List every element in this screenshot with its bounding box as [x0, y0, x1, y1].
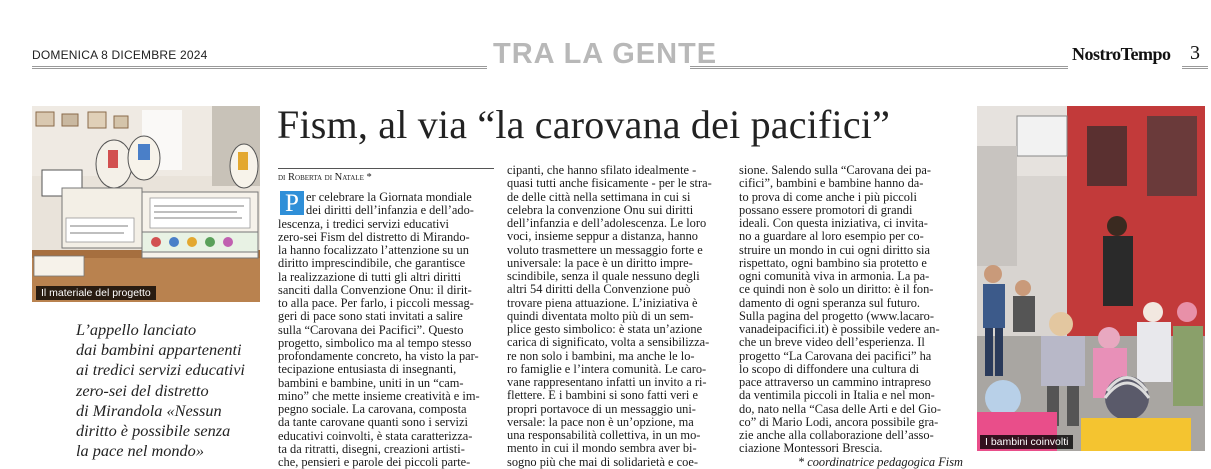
header-rule-end: [1182, 66, 1208, 69]
body-line: no a guardare al loro esempio per co-: [739, 230, 924, 244]
body-line: una responsabilità collettiva, in un mo-: [507, 429, 701, 442]
project-materials-illustration: [32, 106, 260, 302]
body-line: possano essere promotori di grandi: [739, 203, 913, 217]
photo-caption: Il materiale del progetto: [36, 286, 156, 300]
body-line: quindi diventata molto più di un sem-: [507, 309, 694, 323]
body-line: da ventimila piccoli in Italia e nel mon-: [739, 389, 935, 403]
pull-quote-line: zero-sei del distretto: [76, 380, 209, 400]
body-line: quasi tutti anche fisicamente - per le stra-: [507, 177, 712, 191]
article-title: Fism, al via “la carovana dei pacifici”: [277, 102, 891, 147]
body-line: pace attraverso un cammino intrapreso: [739, 376, 931, 389]
body-line: plice gesto simbolico: è stata un’azione: [507, 323, 703, 336]
body-line: ciazione Montessori Brescia.: [739, 442, 883, 456]
children-parade-illustration: [977, 106, 1205, 451]
pull-quote-line: dai bambini appartenenti: [76, 340, 242, 360]
body-line: de delle città nella settimana in cui si: [507, 190, 691, 204]
body-line: da tante carovane quanti sono i servizi: [278, 416, 468, 430]
body-line: geri di pace sono stati invitati a salire: [278, 310, 463, 324]
body-line: versale: la pace non è un’opzione, ma: [507, 415, 694, 429]
pull-quote-line: diritto è possibile senza: [76, 421, 231, 441]
body-line: damento di ogni speranza sul futuro.: [739, 296, 920, 310]
body-line: re non solo i bambini, ma anche le lo-: [507, 349, 695, 363]
section-title: TRA LA GENTE: [493, 38, 718, 70]
body-line: vane rappresentano infatti un invito a ri-: [507, 376, 707, 389]
author-signature: * coordinatrice pedagogica Fism: [797, 455, 963, 469]
body-line: propri portavoce di un messaggio uni-: [507, 402, 696, 416]
body-line: cipanti, che hanno sfilato idealmente -: [507, 164, 697, 177]
body-line: carica di significato, volta a sensibilizza-: [507, 336, 710, 350]
byline: di Roberta di Natale *: [278, 172, 372, 183]
header-rule-right: [690, 66, 1068, 69]
body-line: progetto, simbolico ma al tempo stesso: [278, 336, 472, 350]
body-line: dell’infanzia e dell’adolescenza. Le loro: [507, 217, 707, 230]
project-materials-photo: [32, 106, 260, 302]
body-line: er celebrare la Giornata mondiale: [306, 191, 472, 204]
body-line: universale: la pace è un diritto impre-: [507, 256, 693, 270]
body-line: to prova di come anche i più piccoli: [739, 190, 917, 204]
body-line: altri 54 diritti della Convenzione può: [507, 283, 691, 297]
body-line: zie anche alla collaborazione dell’asso-: [739, 429, 934, 442]
body-line: scindibile, senza il quale nessuno degli: [507, 270, 700, 283]
pull-quote: [76, 320, 266, 461]
pull-quote-line: ai tredici servizi educativi: [76, 360, 245, 380]
pull-quote-line: la pace nel mondo»: [76, 441, 204, 461]
body-line: vanadeipacifici.it) è possibile vedere an-: [739, 323, 940, 336]
body-line: ce quindi non è solo un diritto: è il fon-: [739, 283, 934, 297]
body-line: mino” che mette insieme creatività e im-: [278, 389, 480, 403]
body-line: che, pensieri e parole dei piccoli parte-: [278, 456, 471, 469]
body-line: co” di Mario Lodi, ancora possibile gra-: [739, 415, 939, 429]
body-line: che un breve video dell’esperienza. Il: [739, 336, 925, 350]
body-line: trovare piena attuazione. L’iniziativa è: [507, 296, 698, 310]
body-line: ogni comunità viva in armonia. La pa-: [739, 270, 930, 283]
body-line: progetto “La Carovana dei pacifici” ha: [739, 349, 932, 363]
pull-quote-line: L’appello lanciato: [76, 320, 197, 339]
newspaper-logo: NostroTempo: [1072, 44, 1171, 64]
body-line: cifici”, bambini e bambine hanno da-: [739, 177, 924, 191]
body-line: voci, insieme seppur a distanza, hanno: [507, 230, 698, 244]
body-line: zero-sei Fism del distretto di Mirando-: [278, 230, 470, 244]
body-line: lescenza, i tredici servizi educativi: [278, 217, 449, 231]
body-line: voluto trasmettere un messaggio forte e: [507, 243, 703, 257]
body-line: struire un mondo in cui ogni diritto sia: [739, 243, 931, 257]
body-line: ro famiglie e l’intera comunità. Le caro-: [507, 362, 707, 376]
drop-cap: P: [280, 191, 304, 215]
body-line: Sulla pagina del progetto (www.lacaro-: [739, 309, 934, 323]
body-line: sione. Salendo sulla “Carovana dei pa-: [739, 164, 931, 177]
body-line: do, nato nella “Casa delle Arti e del Gio-: [739, 402, 941, 416]
body-line: sogno più che mai di solidarietà e coe-: [507, 455, 698, 469]
body-line: pegno sociale. La carovana, composta: [278, 403, 467, 416]
body-line: bambini e bambine, uniti in un “cam-: [278, 376, 464, 390]
body-line: celebra la convenzione Onu sui diritti: [507, 203, 694, 217]
body-line: lo scopo di diffondere una cultura di: [739, 362, 920, 376]
photo-caption: I bambini coinvolti: [980, 435, 1073, 449]
body-line: tecipazione entusiasta di insegnanti,: [278, 363, 457, 377]
page-number: 3: [1190, 42, 1200, 64]
body-line: la realizzazione di tutti gli altri diritti: [278, 270, 462, 284]
body-line: sanciti dalla Convenzione Onu: il dirit-: [278, 283, 472, 297]
body-line: ideali. Con questa iniziativa, ci invita-: [739, 217, 928, 230]
body-line: ta da ritratti, disegni, creazioni artisti-: [278, 442, 465, 456]
pull-quote-line: di Mirandola «Nessun: [76, 400, 222, 420]
body-line: mento in cui il mondo sembra aver bi-: [507, 442, 697, 456]
body-line: profondamente concreto, ha visto la par-: [278, 350, 479, 363]
article-column-2: [507, 164, 725, 469]
body-line: rispettato, ogni bambino sia protetto e: [739, 256, 927, 270]
article-column-3: [739, 164, 963, 469]
body-line: sulla “Carovana dei Pacifici”. Questo: [278, 323, 464, 337]
body-line: diritto imprescindibile, che garantisce: [278, 257, 466, 271]
body-line: to alla pace. Per farlo, i piccoli messag-: [278, 297, 474, 310]
body-line: dei diritti dell’infanzia e dell’ado-: [306, 204, 474, 218]
body-line: la hanno focalizzato l’attenzione su un: [278, 244, 469, 257]
body-line: educativi coinvolti, è stata caratterizza-: [278, 429, 473, 443]
body-line: flettere. E i bambini si sono fatti veri e: [507, 389, 698, 403]
article-column-1: [278, 191, 494, 469]
issue-date: DOMENICA 8 DICEMBRE 2024: [32, 48, 208, 62]
header-rule-left: [32, 66, 487, 69]
byline-rule: [278, 168, 494, 169]
children-photo: [977, 106, 1205, 451]
